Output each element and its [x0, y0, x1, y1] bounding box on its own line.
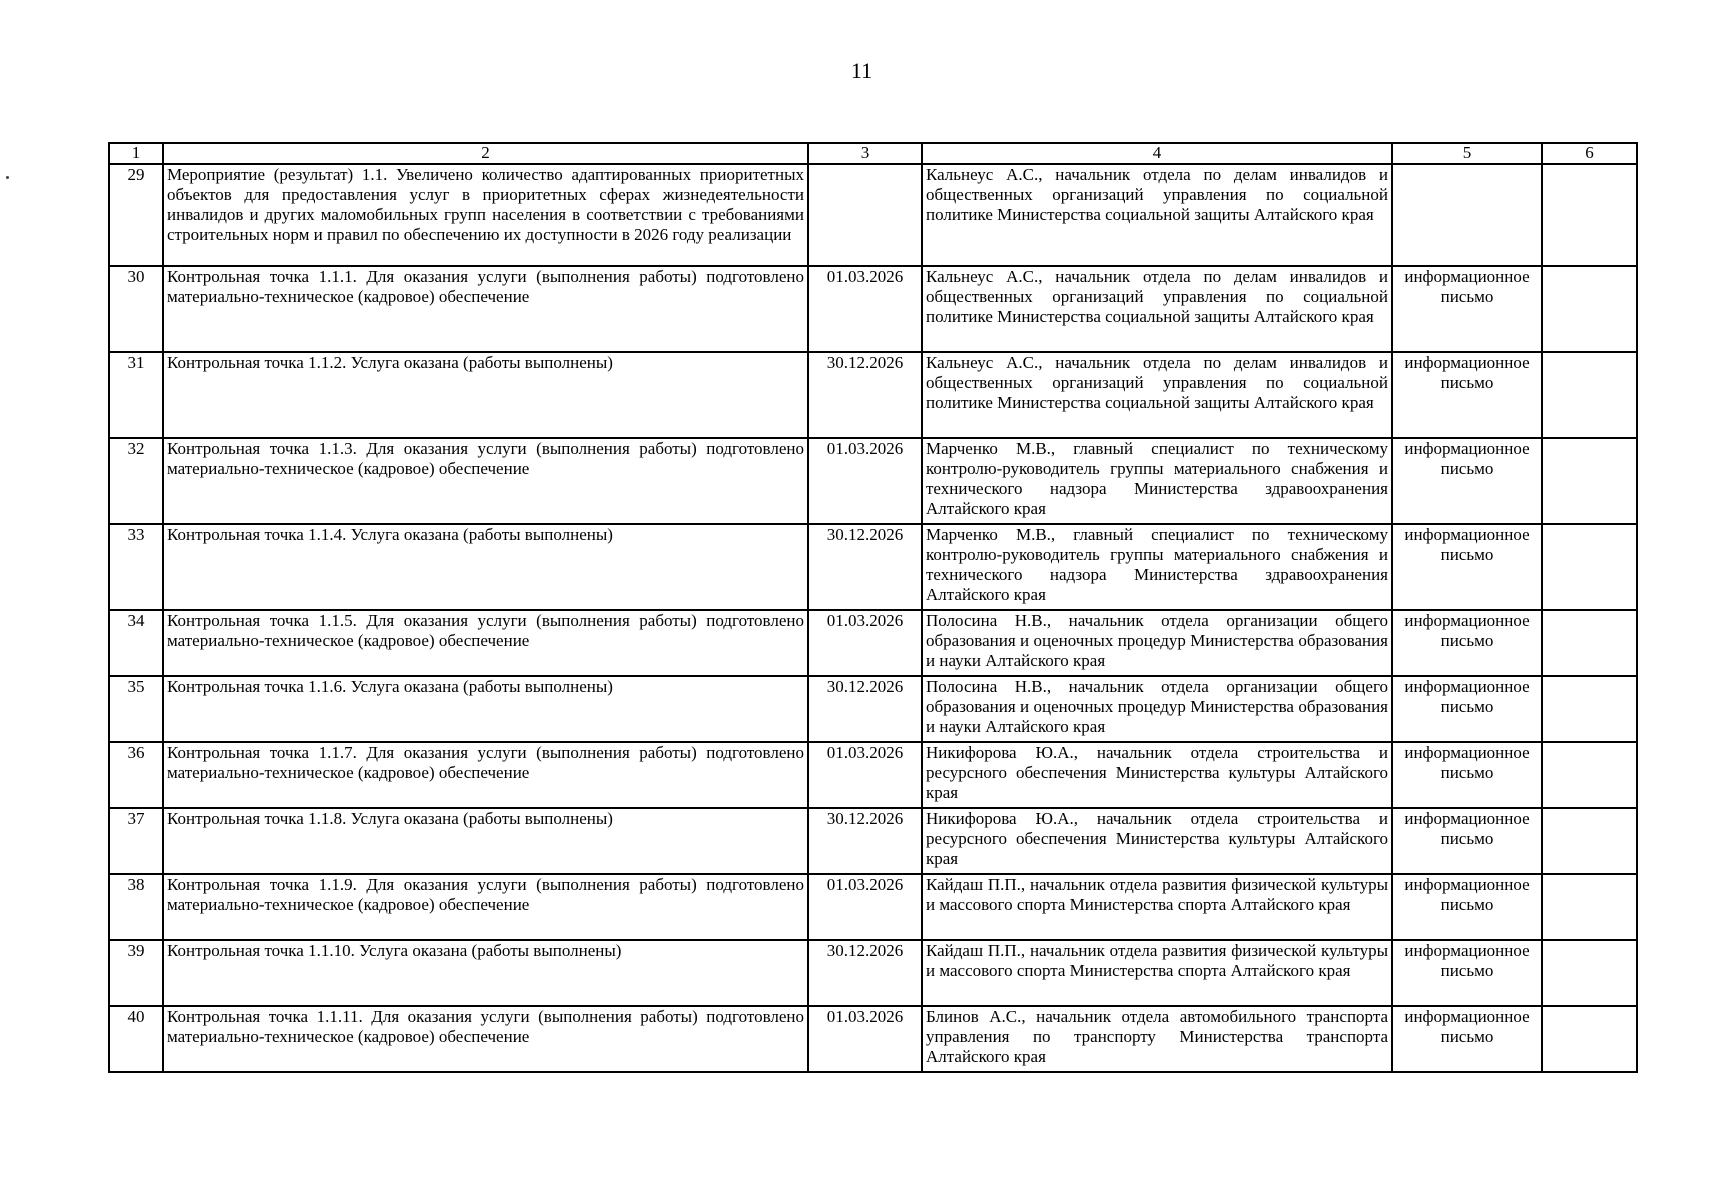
row-responsible: Кайдаш П.П., начальник отдела развития физической культуры и массового спорта Министерства спорта Алтайского края: [922, 874, 1392, 940]
row-number: 38: [109, 874, 163, 940]
row-date: 01.03.2026: [808, 266, 922, 352]
row-description: Контрольная точка 1.1.9. Для оказания услуги (выполнения работы) подготовлено материально-техническое (кадровое) обеспечение: [163, 874, 808, 940]
row-number: 31: [109, 352, 163, 438]
row-number: 32: [109, 438, 163, 524]
row-extra: [1542, 808, 1637, 874]
table-row: [109, 742, 1637, 808]
row-description: Контрольная точка 1.1.7. Для оказания услуги (выполнения работы) подготовлено материально-техническое (кадровое) обеспечение: [163, 742, 808, 808]
scan-artifact-dot: [6, 176, 9, 179]
row-extra: [1542, 676, 1637, 742]
row-responsible: Блинов А.С., начальник отдела автомобильного транспорта управления по транспорту Министерства транспорта Алтайского края: [922, 1006, 1392, 1072]
row-extra: [1542, 742, 1637, 808]
header-row: [109, 143, 1637, 164]
row-description: Контрольная точка 1.1.2. Услуга оказана (работы выполнены): [163, 352, 808, 438]
column-header-2: 2: [163, 143, 808, 164]
row-document: информационное письмо: [1392, 438, 1542, 524]
row-document: информационное письмо: [1392, 940, 1542, 1006]
table-row: [109, 524, 1637, 610]
row-description: Контрольная точка 1.1.10. Услуга оказана (работы выполнены): [163, 940, 808, 1006]
row-description: Контрольная точка 1.1.1. Для оказания услуги (выполнения работы) подготовлено материально-техническое (кадровое) обеспечение: [163, 266, 808, 352]
row-number: 29: [109, 164, 163, 266]
row-document: информационное письмо: [1392, 266, 1542, 352]
row-description: Контрольная точка 1.1.5. Для оказания услуги (выполнения работы) подготовлено материально-техническое (кадровое) обеспечение: [163, 610, 808, 676]
table-row: [109, 676, 1637, 742]
row-number: 33: [109, 524, 163, 610]
row-extra: [1542, 524, 1637, 610]
row-description: Контрольная точка 1.1.3. Для оказания услуги (выполнения работы) подготовлено материально-техническое (кадровое) обеспечение: [163, 438, 808, 524]
row-responsible: Полосина Н.В., начальник отдела организации общего образования и оценочных процедур Министерства образования и науки Алтайского края: [922, 676, 1392, 742]
table-row: [109, 940, 1637, 1006]
table-row: [109, 610, 1637, 676]
row-number: 39: [109, 940, 163, 1006]
table-body: [109, 164, 1637, 1072]
row-document: информационное письмо: [1392, 676, 1542, 742]
row-responsible: Кайдаш П.П., начальник отдела развития физической культуры и массового спорта Министерства спорта Алтайского края: [922, 940, 1392, 1006]
row-date: 01.03.2026: [808, 742, 922, 808]
row-document: информационное письмо: [1392, 352, 1542, 438]
table-row: [109, 808, 1637, 874]
row-date: 01.03.2026: [808, 1006, 922, 1072]
row-document: информационное письмо: [1392, 808, 1542, 874]
row-responsible: Марченко М.В., главный специалист по техническому контролю-руководитель группы материального снабжения и технического надзора Министерства здравоохранения Алтайского края: [922, 524, 1392, 610]
row-number: 34: [109, 610, 163, 676]
row-responsible: Никифорова Ю.А., начальник отдела строительства и ресурсного обеспечения Министерства культуры Алтайского края: [922, 808, 1392, 874]
column-header-3: 3: [808, 143, 922, 164]
column-header-1: 1: [109, 143, 163, 164]
row-description: Мероприятие (результат) 1.1. Увеличено количество адаптированных приоритетных объектов для предоставления услуг в приоритетных сферах жизнедеятельности инвалидов и других маломобильных групп населения в соответствии с требованиями строительных норм и правил по обеспечению их доступности в 2026 году реализации: [163, 164, 808, 266]
row-extra: [1542, 610, 1637, 676]
table-row: [109, 874, 1637, 940]
row-extra: [1542, 874, 1637, 940]
row-responsible: Полосина Н.В., начальник отдела организации общего образования и оценочных процедур Министерства образования и науки Алтайского края: [922, 610, 1392, 676]
row-document: информационное письмо: [1392, 874, 1542, 940]
row-responsible: Кальнеус А.С., начальник отдела по делам инвалидов и общественных организаций управления по социальной политике Министерства социальной защиты Алтайского края: [922, 164, 1392, 266]
row-document: информационное письмо: [1392, 610, 1542, 676]
row-document: информационное письмо: [1392, 742, 1542, 808]
row-responsible: Кальнеус А.С., начальник отдела по делам инвалидов и общественных организаций управления по социальной политике Министерства социальной защиты Алтайского края: [922, 352, 1392, 438]
row-date: 30.12.2026: [808, 352, 922, 438]
table-row: [109, 266, 1637, 352]
table-row: [109, 352, 1637, 438]
row-document: информационное письмо: [1392, 524, 1542, 610]
table-row: [109, 1006, 1637, 1072]
row-date: 30.12.2026: [808, 808, 922, 874]
row-extra: [1542, 438, 1637, 524]
row-date: 30.12.2026: [808, 676, 922, 742]
row-date: [808, 164, 922, 266]
row-extra: [1542, 940, 1637, 1006]
row-date: 30.12.2026: [808, 940, 922, 1006]
row-extra: [1542, 266, 1637, 352]
row-date: 01.03.2026: [808, 438, 922, 524]
row-date: 01.03.2026: [808, 610, 922, 676]
row-description: Контрольная точка 1.1.6. Услуга оказана (работы выполнены): [163, 676, 808, 742]
row-responsible: Кальнеус А.С., начальник отдела по делам инвалидов и общественных организаций управления по социальной политике Министерства социальной защиты Алтайского края: [922, 266, 1392, 352]
row-number: 40: [109, 1006, 163, 1072]
table-row: [109, 438, 1637, 524]
row-number: 36: [109, 742, 163, 808]
column-header-6: 6: [1542, 143, 1637, 164]
row-extra: [1542, 352, 1637, 438]
row-date: 01.03.2026: [808, 874, 922, 940]
row-description: Контрольная точка 1.1.8. Услуга оказана (работы выполнены): [163, 808, 808, 874]
row-document: [1392, 164, 1542, 266]
table-row: [109, 164, 1637, 266]
row-description: Контрольная точка 1.1.11. Для оказания услуги (выполнения работы) подготовлено материально-техническое (кадровое) обеспечение: [163, 1006, 808, 1072]
row-extra: [1542, 164, 1637, 266]
row-number: 30: [109, 266, 163, 352]
row-responsible: Никифорова Ю.А., начальник отдела строительства и ресурсного обеспечения Министерства культуры Алтайского края: [922, 742, 1392, 808]
table-header: [109, 143, 1637, 164]
row-date: 30.12.2026: [808, 524, 922, 610]
page-number: 11: [850, 58, 873, 83]
row-number: 37: [109, 808, 163, 874]
row-number: 35: [109, 676, 163, 742]
schedule-table: [108, 142, 1638, 1073]
row-description: Контрольная точка 1.1.4. Услуга оказана (работы выполнены): [163, 524, 808, 610]
row-document: информационное письмо: [1392, 1006, 1542, 1072]
row-extra: [1542, 1006, 1637, 1072]
column-header-5: 5: [1392, 143, 1542, 164]
column-header-4: 4: [922, 143, 1392, 164]
row-responsible: Марченко М.В., главный специалист по техническому контролю-руководитель группы материального снабжения и технического надзора Министерства здравоохранения Алтайского края: [922, 438, 1392, 524]
